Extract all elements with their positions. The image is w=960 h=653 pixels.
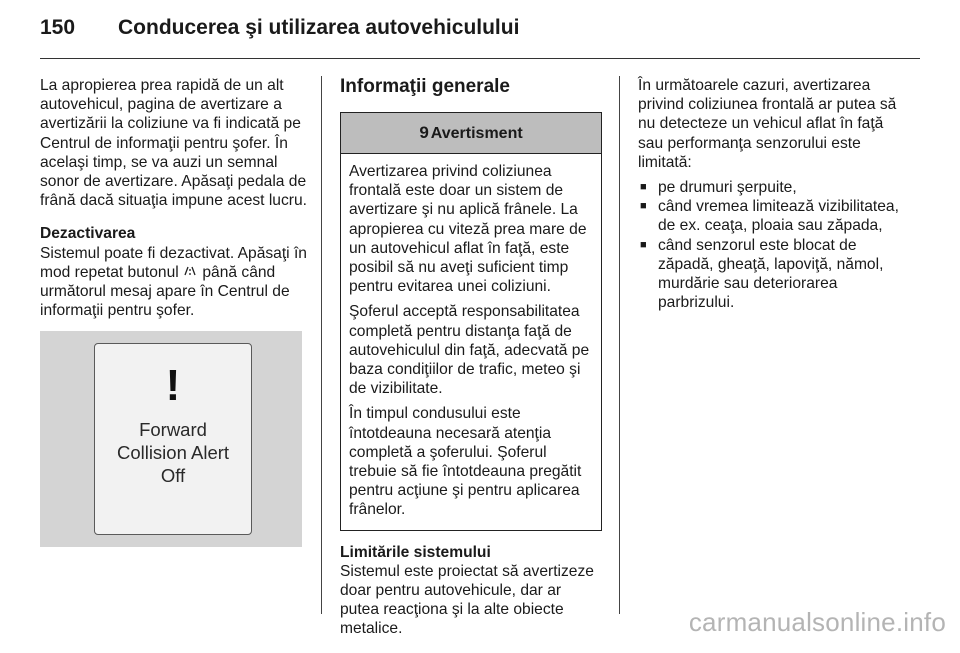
warning-header [341, 113, 601, 154]
column-right [638, 76, 910, 312]
watermark: carmanualsonline.info [688, 607, 946, 637]
warning-paragraph-3: În timpul condusului este întotdeauna necesară atenţia completă a şoferului. Şoferul trebuie să fie întotdeauna pregătit pentru acţiune şi pentru aplicarea frânelor. [349, 405, 582, 519]
exclamation-icon: ! [165, 361, 181, 410]
list-item: ■ pe drumuri şerpuite, [638, 178, 910, 197]
dic-message-line2: Collision Alert [116, 442, 230, 463]
warning-description-paragraph: La apropierea prea rapidă de un alt autovehicul, pagina de avertizare a avertizării la coliziune va fi indicată pe Centrul de informaţii pentru şofer. În acelaşi timp, se va auzi un semnal sonor de avertizare. Apăsaţi pedala de frână dacă situaţia impune acest lucru. [40, 77, 307, 210]
page-number: 150 [40, 16, 76, 39]
deactivation-text-end: până când următorul mesaj apare în Centrul de informaţii pentru şofer. [40, 263, 290, 320]
column-divider-2 [619, 76, 620, 614]
warning-triangle-icon: 9 [419, 123, 429, 142]
warning-body [341, 154, 601, 530]
dic-message [95, 418, 251, 487]
list-item: ■ când vremea limitează vizibilitatea, de ex. ceaţa, ploaia sau zăpada, [638, 197, 910, 235]
deactivation-heading: Dezactivarea [40, 225, 136, 243]
limitations-paragraph: Sistemul este proiectat să avertizeze doar pentru autovehicule, dar ar putea reacţiona şi la alte obiecte metalice. [340, 562, 594, 638]
dic-screen [94, 343, 252, 535]
deactivation-text-start: Sistemul poate fi dezactivat. Apăsaţi în mod repetat butonul [40, 244, 307, 281]
warning-title: Avertisment [430, 125, 523, 142]
page-title: Conducerea şi utilizarea autovehiculului [118, 16, 520, 39]
conditions-intro: În următoarele cazuri, avertizarea privind coliziunea frontală ar putea să nu detecteze un vehicul aflat în faţă sau performanţa senzorului este limitată: [638, 77, 897, 171]
following-distance-button-icon [183, 263, 198, 282]
warning-box [340, 112, 602, 531]
conditions-list [638, 178, 910, 312]
section-title: Informaţii generale [340, 76, 510, 97]
column-middle [340, 76, 602, 653]
warning-paragraph-2: Şoferul acceptă responsabilitatea completă pentru distanţa faţă de autovehiculul din faţă, adecvată pe baza condiţiilor de trafic, meteo şi de vizibilitate. [349, 303, 590, 398]
limitations-heading: Limitările sistemului [340, 543, 491, 561]
warning-paragraph-1: Avertizarea privind coliziunea frontală este doar un sistem de avertizare şi nu aplică frânele. La apropierea cu viteză prea mare de un autovehicul aflat în faţă, este posibil să nu aveţi suficient timp pentru evitarea unei coliziuni. [349, 163, 587, 296]
dic-message-line1: Forward [139, 419, 207, 440]
dic-message-line3: Off [160, 465, 186, 486]
column-left [40, 76, 308, 334]
column-divider-1 [321, 76, 322, 614]
deactivation-paragraph [40, 244, 308, 321]
header-divider [40, 58, 920, 59]
dic-display-illustration [40, 331, 302, 547]
list-item: ■ când senzorul este blocat de zăpadă, gheaţă, lapoviţă, nămol, murdărie sau deteriorarea parbrizului. [638, 236, 910, 313]
page-header [40, 12, 920, 48]
